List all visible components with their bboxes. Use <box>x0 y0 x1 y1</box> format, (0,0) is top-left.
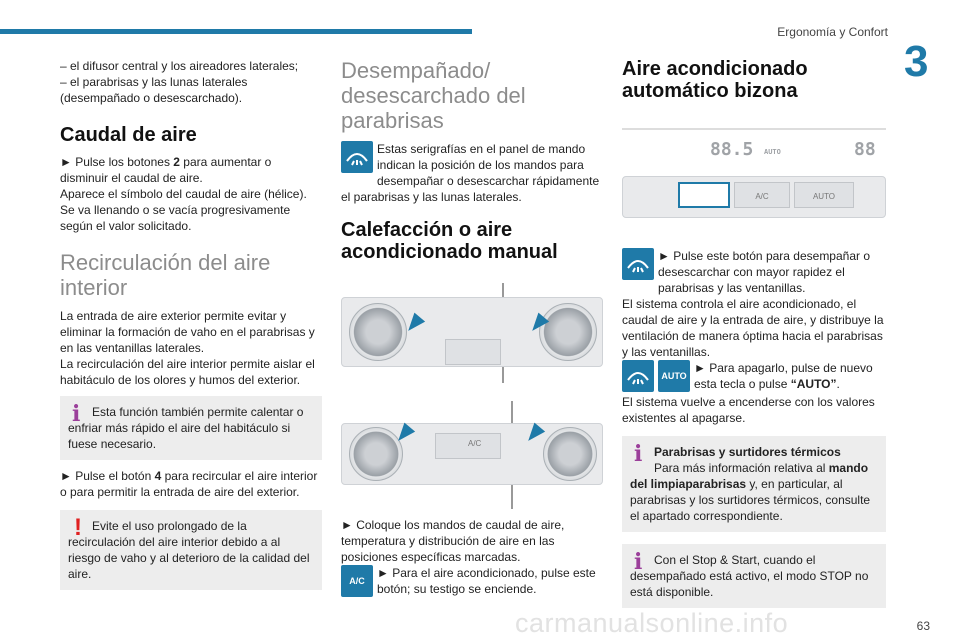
text: para aumentar o disminuir el caudal de aire. <box>60 155 272 185</box>
distribution-knob <box>539 303 597 361</box>
auto-block-1 <box>622 248 886 296</box>
warning-text: Evite el uso prolongado de la recirculación del aire interior debido a al riesgo de vaho y al deterioro de la calidad del aire. <box>68 519 310 581</box>
info2-text <box>630 460 878 524</box>
page-number: 63 <box>916 619 930 633</box>
info-box-3 <box>622 544 886 608</box>
auto-block-2 <box>622 360 886 392</box>
lcd-right-temp: 88 <box>854 139 876 160</box>
lcd-mode: AUTO <box>764 148 781 156</box>
text: y, en particular, al parabrisas y los surtidores térmicos, consulte el apartado correspondiente. <box>630 477 871 523</box>
text: Parabrisas y surtidores térmicos <box>654 445 841 459</box>
ac-key <box>435 433 501 459</box>
info-text-1: Esta función también permite calentar o enfriar más rápido el aire del habitáculo si fuese necesario. <box>68 405 304 451</box>
info-box-2 <box>622 436 886 532</box>
text: ► Para apagarlo, pulse de nuevo esta tecla o pulse <box>694 361 873 391</box>
warning-icon: ! <box>74 514 82 541</box>
auto-paragraph-1: ► Pulse este botón para desempañar o desescarchar con mayor rapidez el parabrisas y las ventanillas. <box>658 249 871 295</box>
recirc-paragraph-3 <box>60 468 322 500</box>
text: . <box>836 377 840 391</box>
recirc-paragraph-1: La entrada de aire exterior permite evitar y eliminar la formación de vaho en el parabrisas y en las ventanillas laterales. <box>60 309 315 355</box>
text: Para más información relativa al <box>654 461 829 475</box>
lcd-left-temp: 88.5 <box>710 139 754 160</box>
heading-desempanado: Desempañado/ desescarchado del parabrisas <box>341 58 526 133</box>
info2-title <box>630 441 878 467</box>
text: mando del limpiaparabrisas <box>630 461 869 491</box>
heading-auto-bizona: Aire acondicionado automático bizona <box>622 58 808 102</box>
auto-paragraph-2: El sistema controla el aire acondicionado, el caudal de aire y la entrada de aire, y distribuye la ventilación de manera óptima hacia el parabrisas y las ventanillas. <box>622 297 884 359</box>
temperature-knob <box>349 303 407 361</box>
heading-calefaccion: Calefacción o aire acondicionado manual <box>341 219 558 263</box>
ac-key-label: A/C <box>468 439 482 448</box>
text: ► Pulse el botón <box>60 469 155 483</box>
calef-paragraph-1: ► Coloque los mandos de caudal de aire, temperatura y distribución de aire en las posiciones específicas marcadas. <box>341 518 565 564</box>
column-2 <box>341 58 603 599</box>
header-bar <box>0 29 472 34</box>
info3-text: Con el Stop & Start, cuando el desempañado está activo, el modo STOP no está disponible. <box>630 553 869 599</box>
caudal-paragraph-2: Aparece el símbolo del caudal de aire (hélice). Se va llenando o se vacía progresivamente según el valor solicitado. <box>60 187 307 233</box>
heading-caudal: Caudal de aire <box>60 124 197 146</box>
warning-box <box>60 510 322 590</box>
info-icon: i <box>634 549 643 575</box>
ac-block <box>341 565 603 597</box>
info-box-1 <box>60 396 322 460</box>
recirc-paragraph-2: La recirculación del aire interior permite aislar el habitáculo de los olores y humos del exterior. <box>60 357 315 387</box>
text: para recircular el aire interior o para permitir la entrada de aire del exterior. <box>60 469 318 499</box>
ac-key <box>734 182 790 208</box>
defrost-icon <box>622 248 654 280</box>
intro-line-1: – el difusor central y los aireadores laterales; <box>60 59 299 73</box>
defrost-key <box>445 339 501 365</box>
text: ► Pulse los botones <box>60 155 174 169</box>
column-3 <box>622 58 886 616</box>
info-icon: i <box>72 401 81 427</box>
defrost-key <box>678 182 730 208</box>
defrost-icon <box>622 360 654 392</box>
figure-line <box>622 128 886 130</box>
auto-icon: AUTO <box>658 360 690 392</box>
auto-paragraph-4: El sistema vuelve a encenderse con los valores existentes al apagarse. <box>622 395 875 425</box>
desemp-block <box>341 141 603 205</box>
defrost-icon <box>341 141 373 173</box>
distribution-knob <box>543 427 597 481</box>
manual-climate-figure <box>341 283 603 509</box>
ac-key-label: A/C <box>755 192 769 201</box>
auto-key <box>794 182 854 208</box>
auto-climate-figure <box>622 128 886 228</box>
info-icon: i <box>634 441 643 467</box>
watermark: carmanualsonline.info <box>515 608 789 638</box>
auto-ref: “AUTO” <box>790 377 837 391</box>
button-ref: 4 <box>154 469 162 483</box>
column-1 <box>60 58 322 598</box>
button-ref: 2 <box>173 155 180 169</box>
intro-line-2: – el parabrisas y las lunas laterales (desempañado o desescarchado). <box>60 75 248 105</box>
chapter-number: 3 <box>904 37 929 86</box>
heading-recirculacion: Recirculación del aire interior <box>60 250 271 300</box>
auto-key-label: AUTO <box>812 192 836 201</box>
ac-icon: A/C <box>341 565 373 597</box>
calef-paragraph-2: ► Para el aire acondicionado, pulse este botón; su testigo se enciende. <box>377 566 596 596</box>
caudal-paragraph-1 <box>60 154 322 186</box>
section-title: Ergonomía y Confort <box>777 25 888 39</box>
desemp-paragraph: Estas serigrafías en el panel de mando indican la posición de los mandos para desempañar o desescarchar rápidamente el parabrisas y las lunas laterales. <box>341 142 600 204</box>
